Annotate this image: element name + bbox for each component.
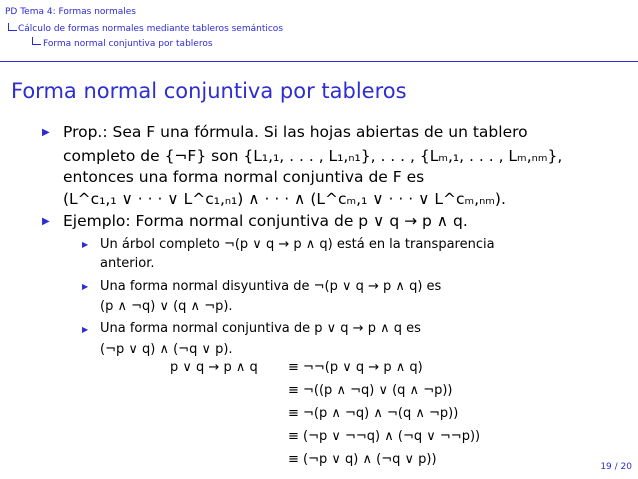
tree-corner-icon [8,23,17,31]
example-item-1-line-2: anterior. [100,256,155,271]
prop-line-4: (L^c₁,₁ ∨ · · · ∨ L^c₁,ₙ₁) ∧ · · · ∧ (L^cₘ,₁ ∨ · · · ∨ L^cₘ,ₙₘ). [63,190,506,208]
example-item-1-line-1: Un árbol completo ¬(p ∨ q → p ∧ q) está en la transparencia [100,237,495,252]
triangle-right-icon: ▶ [82,240,89,249]
triangle-right-icon: ▶ [42,127,50,138]
frame-title: Forma normal conjuntiva por tableros [11,79,407,103]
derivation-step: ≡ ¬(p ∧ ¬q) ∧ ¬(q ∧ ¬p)) [288,406,459,421]
example-item-3-line-2: (¬p ∨ q) ∧ (¬q ∨ p). [100,342,233,357]
example-item-2-line-1: Una forma normal disyuntiva de ¬(p ∨ q → p ∧ q) es [100,279,442,294]
example-item-2-line-2: (p ∧ ¬q) ∨ (q ∧ ¬p). [100,299,233,314]
prop-line-2: completo de {¬F} son {L₁,₁, . . . , L₁,ₙ₁}, . . . , {Lₘ,₁, . . . , Lₘ,ₙₘ}, [63,147,563,165]
derivation-step: ≡ ¬¬(p ∨ q → p ∧ q) [288,360,423,375]
example-item-3-line-1: Una forma normal conjuntiva de p ∨ q → p ∧ q es [100,321,421,336]
breadcrumb-section[interactable]: PD Tema 4: Formas normales [5,7,136,17]
breadcrumb-subsection[interactable]: Cálculo de formas normales mediante tableros semánticos [18,24,284,34]
breadcrumb [0,0,638,62]
triangle-right-icon: ▶ [42,216,50,227]
prop-line-1: Prop.: Sea F una fórmula. Si las hojas abiertas de un tablero [63,123,528,141]
triangle-right-icon: ▶ [82,282,89,291]
header-rule [0,61,638,62]
tree-corner-icon [32,37,41,45]
example-title: Ejemplo: Forma normal conjuntiva de p ∨ q → p ∧ q. [63,212,468,230]
derivation-step: ≡ (¬p ∨ ¬¬q) ∧ (¬q ∨ ¬¬p)) [288,429,481,444]
derivation-lhs: p ∨ q → p ∧ q [170,360,258,375]
derivation-step: ≡ ¬((p ∧ ¬q) ∨ (q ∧ ¬p)) [288,383,453,398]
triangle-right-icon: ▶ [82,325,89,334]
page-number: 19 / 20 [600,462,632,472]
breadcrumb-current[interactable]: Forma normal conjuntiva por tableros [43,39,213,49]
derivation-step: ≡ (¬p ∨ q) ∧ (¬q ∨ p)) [288,452,437,467]
prop-line-3: entonces una forma normal conjuntiva de F es [63,168,425,186]
